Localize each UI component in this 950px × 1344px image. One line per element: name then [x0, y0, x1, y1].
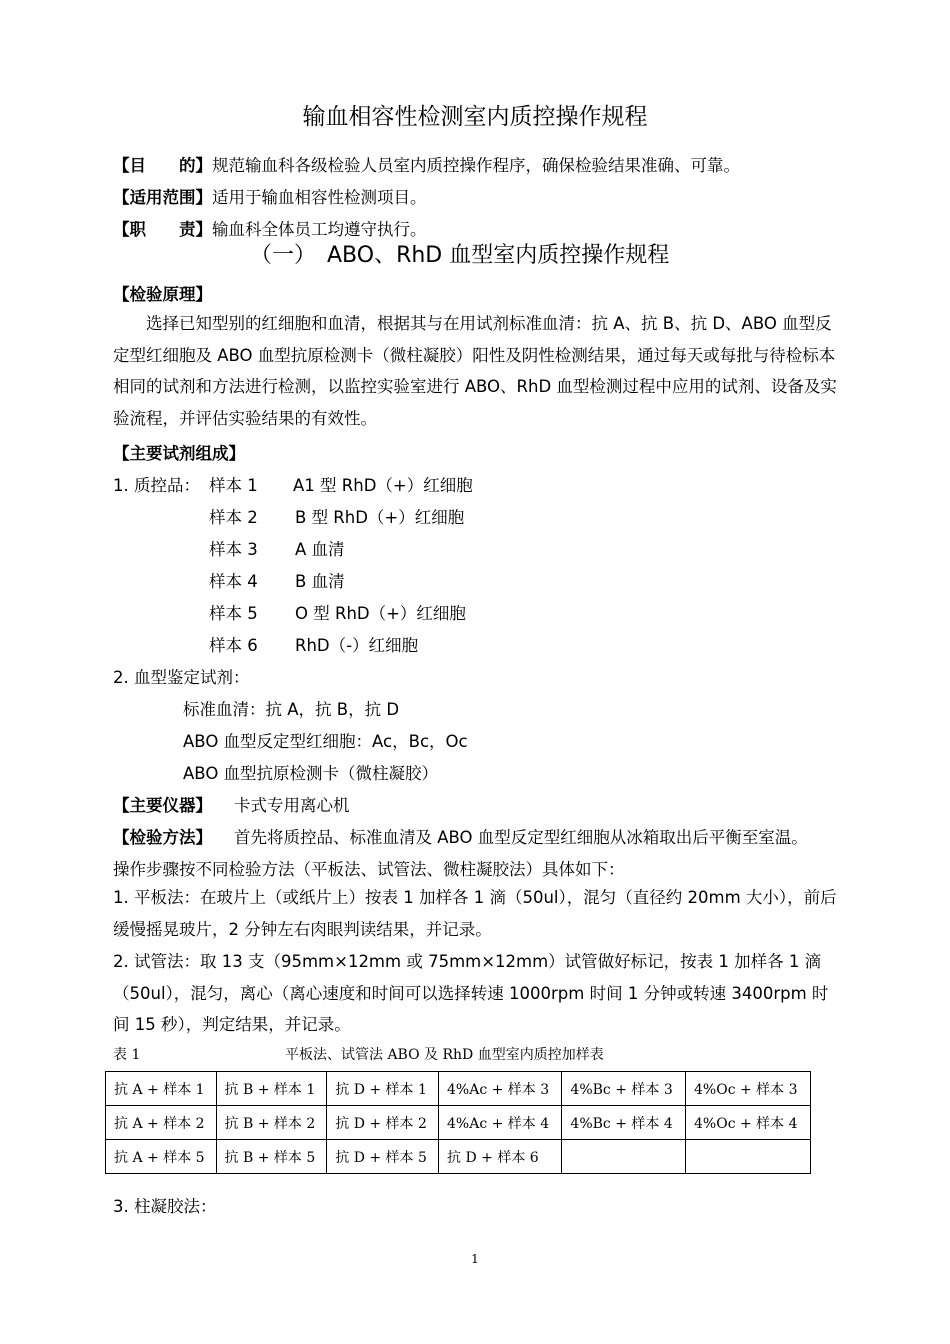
- method-intro: 首先将质控品、标准血清及 ABO 血型反定型红细胞从冰箱取出后平衡至室温。: [234, 828, 808, 847]
- table-cell: 4%Bc + 样本 4: [562, 1106, 686, 1140]
- sample-name: 样本 2: [209, 508, 258, 527]
- table-cell: 抗 A + 样本 1: [106, 1072, 217, 1106]
- typing-item: ABO 血型反定型红细胞：Ac，Bc，Oc: [183, 732, 468, 751]
- scope-label: 【适用范围】: [113, 188, 212, 207]
- table-cell: 4%Oc + 样本 4: [686, 1106, 811, 1140]
- method-line: [113, 824, 808, 848]
- document-title: 输血相容性检测室内质控操作规程: [302, 104, 648, 130]
- scope-text: 适用于输血相容性检测项目。: [212, 188, 427, 207]
- table-cell: 4%Ac + 样本 3: [439, 1072, 562, 1106]
- sample-desc: O 型 RhD（+）红细胞: [295, 604, 466, 623]
- sample-name: 样本 3: [209, 540, 258, 559]
- principle-label: 【检验原理】: [113, 285, 212, 304]
- principle-text: 选择已知型别的红细胞和血清，根据其与在用试剂标准血清：抗 A、抗 B、抗 D、ABO 血型反定型红细胞及 ABO 血型抗原检测卡（微柱凝胶）阳性及阴性检测结果，通过每天或每批与待检标本相同的试剂和方法进行检测，以监控实验室进行 ABO、RhD 血型检测过程中应用的试剂、设备及实验流程，并评估实验结果的有效性。: [113, 314, 837, 428]
- sample-desc: A 血清: [295, 540, 345, 559]
- table-cell: 4%Ac + 样本 4: [439, 1106, 562, 1140]
- purpose-text: 规范输血科各级检验人员室内质控操作程序，确保检验结果准确、可靠。: [212, 156, 740, 175]
- method-step-1: 1. 平板法：在玻片上（或纸片上）按表 1 加样各 1 滴（50ul），混匀（直径约 20mm 大小），前后缓慢摇晃玻片，2 分钟左右肉眼判读结果，并记录。: [113, 888, 837, 939]
- method-intro-2: 操作步骤按不同检验方法（平板法、试管法、微柱凝胶法）具体如下：: [113, 860, 625, 879]
- typing-item: ABO 血型抗原检测卡（微柱凝胶）: [183, 764, 439, 783]
- table-cell: 4%Bc + 样本 3: [562, 1072, 686, 1106]
- instrument-label: 【主要仪器】: [113, 796, 212, 815]
- instrument-line: [113, 792, 350, 816]
- table-cell: [562, 1140, 686, 1174]
- table-row: [106, 1140, 811, 1174]
- duty-line: [113, 216, 427, 240]
- typing-label: 2. 血型鉴定试剂：: [113, 668, 250, 687]
- table-cell: 抗 B + 样本 5: [216, 1140, 327, 1174]
- table-row: [106, 1072, 811, 1106]
- purpose-label: 【目 的】: [113, 156, 212, 175]
- page-number: 1: [471, 1252, 479, 1266]
- sample-name: 样本 4: [209, 572, 258, 591]
- table-cell: 抗 B + 样本 2: [216, 1106, 327, 1140]
- qc-sample-table: [105, 1071, 811, 1174]
- table-caption: 平板法、试管法 ABO 及 RhD 血型室内质控加样表: [285, 1047, 604, 1063]
- typing-item: 标准血清：抗 A，抗 B，抗 D: [183, 700, 400, 719]
- duty-text: 输血科全体员工均遵守执行。: [212, 220, 427, 239]
- table-cell: 抗 B + 样本 1: [216, 1072, 327, 1106]
- table-row: [106, 1106, 811, 1140]
- sample-desc: B 型 RhD（+）红细胞: [295, 508, 465, 527]
- sample-name: 样本 5: [209, 604, 258, 623]
- reagents-label: 【主要试剂组成】: [113, 444, 245, 463]
- table-cell: 抗 D + 样本 5: [327, 1140, 439, 1174]
- instrument-text: 卡式专用离心机: [234, 796, 350, 815]
- duty-label: 【职 责】: [113, 220, 212, 239]
- sample-desc: RhD（-）红细胞: [295, 636, 419, 655]
- method-label: 【检验方法】: [113, 828, 212, 847]
- table-cell: 抗 D + 样本 1: [327, 1072, 439, 1106]
- sample-name: 样本 1: [209, 476, 258, 495]
- sample-desc: A1 型 RhD（+）红细胞: [293, 476, 473, 495]
- sample-desc: B 血清: [295, 572, 345, 591]
- table-label: 表 1: [113, 1047, 141, 1063]
- qc-prefix: 1. 质控品：: [113, 476, 200, 495]
- method-step-3: 3. 柱凝胶法：: [113, 1197, 217, 1216]
- scope-line: [113, 184, 427, 208]
- table-cell: 抗 A + 样本 2: [106, 1106, 217, 1140]
- table-cell: 4%Oc + 样本 3: [686, 1072, 811, 1106]
- table-cell: [686, 1140, 811, 1174]
- table-cell: 抗 A + 样本 5: [106, 1140, 217, 1174]
- table-cell: 抗 D + 样本 2: [327, 1106, 439, 1140]
- method-step-2: 2. 试管法：取 13 支（95mm×12mm 或 75mm×12mm）试管做好标记，按表 1 加样各 1 滴（50ul），混匀，离心（离心速度和时间可以选择转速 1000rpm 时间 1 分钟或转速 3400rpm 时间 15 秒），判定结果，并记录。: [113, 952, 829, 1034]
- sample-name: 样本 6: [209, 636, 258, 655]
- table-cell: 抗 D + 样本 6: [439, 1140, 562, 1174]
- purpose-line: [113, 152, 740, 176]
- section-title: （一） ABO、RhD 血型室内质控操作规程: [250, 243, 670, 268]
